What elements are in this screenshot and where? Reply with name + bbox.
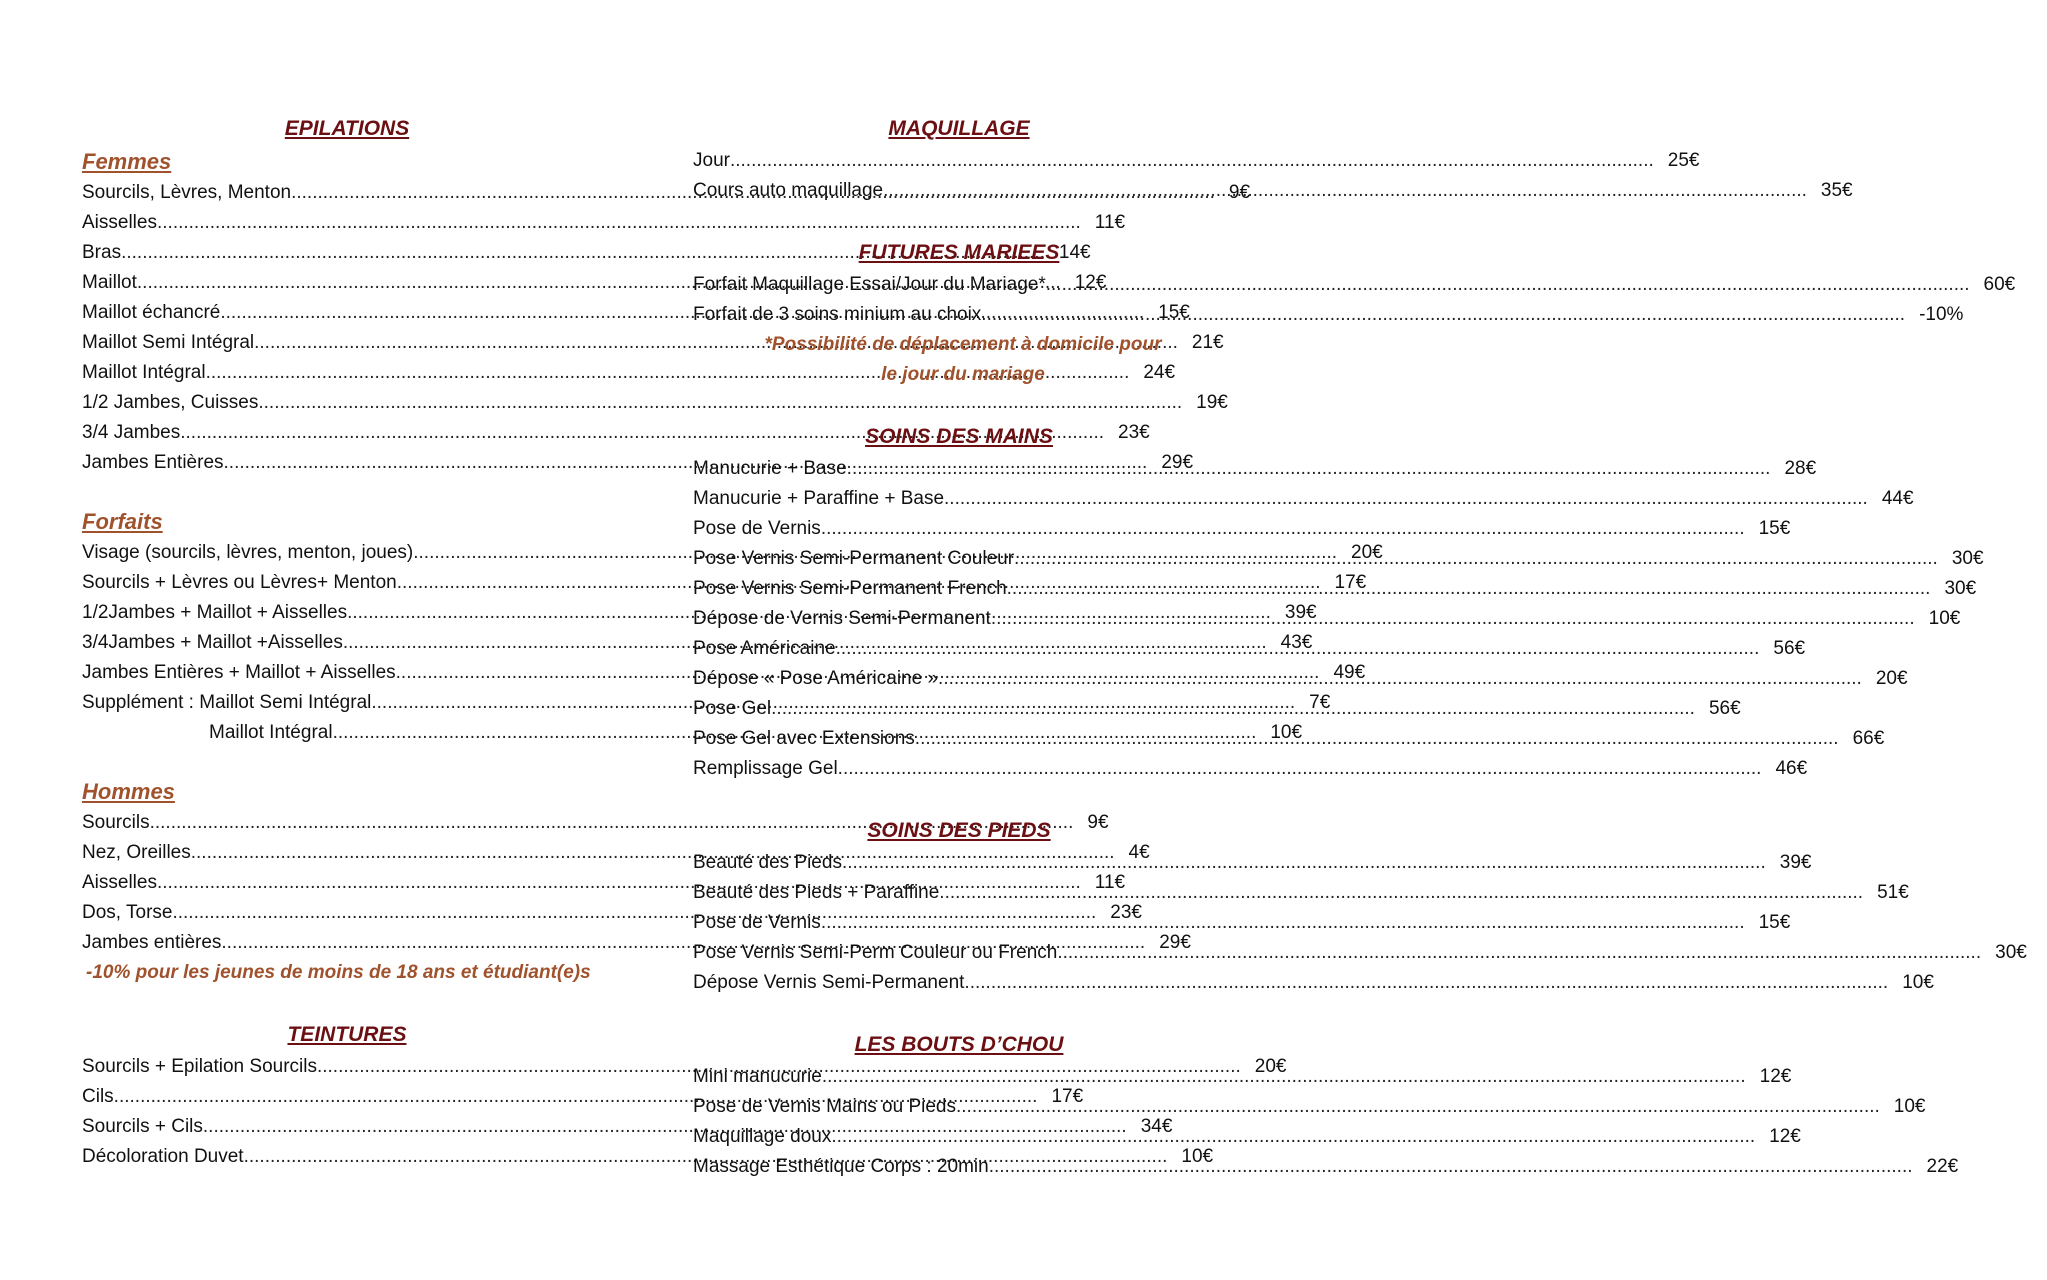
price-list-futures-mariees — [693, 270, 2016, 330]
service-price: 28€ — [1784, 458, 1817, 479]
service-price: 25€ — [1667, 150, 1700, 171]
service-price: 17€ — [1334, 572, 1367, 593]
service-price: 56€ — [1773, 638, 1806, 659]
price-row — [693, 694, 1741, 724]
dot-leader — [964, 968, 1888, 998]
service-price: 10€ — [1928, 608, 1961, 629]
dot-leader — [938, 664, 1862, 694]
service-price: 46€ — [1775, 758, 1808, 779]
dot-leader — [944, 484, 1868, 514]
service-price: 56€ — [1708, 698, 1741, 719]
service-price: 39€ — [1779, 852, 1812, 873]
service-label: Maillot — [82, 272, 137, 293]
service-price: 49€ — [1333, 662, 1366, 683]
price-row — [693, 270, 2016, 300]
service-price: 23€ — [1110, 902, 1142, 923]
price-row — [693, 754, 1808, 784]
service-price: 20€ — [1875, 668, 1908, 689]
dot-leader — [883, 176, 1807, 206]
service-price: 12€ — [1074, 272, 1107, 293]
service-label: Beauté des Pieds — [693, 852, 842, 873]
dot-leader — [771, 694, 1695, 724]
subsection-title-femmes: Femmes — [82, 149, 172, 174]
price-row — [693, 1092, 1926, 1122]
service-price: 10€ — [1270, 722, 1303, 743]
service-label: Pose Vernis Semi-Permanent Couleur — [693, 548, 1015, 569]
price-row — [82, 208, 1126, 238]
dot-leader — [1057, 938, 1981, 968]
section-title-maquillage: MAQUILLAGE — [888, 117, 1030, 140]
discount-note-hommes: -10% pour les jeunes de moins de 18 ans et étudiant(e)s — [86, 962, 591, 983]
service-label: Forfait Maquillage Essai/Jour du Mariage* — [693, 274, 1046, 295]
service-label: Maquillage doux — [693, 1126, 832, 1147]
service-label: Maillot Intégral — [209, 722, 333, 743]
service-label: Maillot Intégral — [82, 362, 206, 383]
service-label: Supplément : Maillot Semi Intégral — [82, 692, 372, 713]
service-label: Dos, Torse — [82, 902, 173, 923]
service-price: 43€ — [1280, 632, 1313, 653]
dot-leader — [842, 848, 1766, 878]
service-label: Jambes Entières + Maillot + Aisselles — [82, 662, 396, 683]
service-label: Pose de Vernis — [693, 518, 821, 539]
price-list-bouts-chou — [693, 1062, 1959, 1182]
price-row — [693, 848, 1812, 878]
service-label: Sourcils — [82, 812, 150, 833]
service-price: 30€ — [1944, 578, 1977, 599]
section-title-teintures: TEINTURES — [287, 1023, 407, 1046]
dot-leader — [991, 604, 1915, 634]
price-row — [693, 176, 1853, 206]
dot-leader — [1014, 544, 1938, 574]
service-label: Mini manucurie — [693, 1066, 822, 1087]
service-label: Maillot Semi Intégral — [82, 332, 255, 353]
service-label: Remplissage Gel — [693, 758, 838, 779]
price-row — [693, 908, 1791, 938]
section-title-soins-pieds: SOINS DES PIEDS — [867, 819, 1051, 842]
service-price: 15€ — [1758, 518, 1791, 539]
service-label: Bras — [82, 242, 122, 263]
service-label: Sourcils, Lèvres, Menton — [82, 182, 292, 203]
dot-leader — [939, 878, 1863, 908]
service-price: 14€ — [1058, 242, 1091, 263]
service-price: 9€ — [1228, 182, 1251, 203]
service-label: Jour — [693, 150, 730, 171]
service-price: 35€ — [1820, 180, 1853, 201]
service-price: 20€ — [1351, 542, 1383, 563]
service-price: 7€ — [1309, 692, 1331, 713]
service-label: Sourcils + Cils — [82, 1116, 203, 1137]
service-price: 4€ — [1128, 842, 1150, 863]
service-label: Sourcils + Epilation Sourcils — [82, 1056, 317, 1077]
service-label: 3/4Jambes + Maillot +Aisselles — [82, 632, 343, 653]
dot-leader — [915, 724, 1839, 754]
service-label: Pose Gel — [693, 698, 772, 719]
service-label: 1/2Jambes + Maillot + Aisselles — [82, 602, 348, 623]
service-price: -10% — [1919, 304, 1964, 325]
home-visit-note-line1: *Possibilité de déplacement à domicile pour — [764, 334, 1162, 355]
service-price: 23€ — [1118, 422, 1150, 443]
service-price: 39€ — [1284, 602, 1317, 623]
section-title-epilations: EPILATIONS — [284, 117, 410, 140]
service-price: 29€ — [1159, 932, 1191, 953]
price-list-soins-pieds — [693, 848, 2027, 998]
section-title-futures-mariees: FUTURES MARIEES — [858, 241, 1060, 264]
service-label: Dépose Vernis Semi-Permanent — [693, 972, 965, 993]
service-label: Jambes entières — [82, 932, 222, 953]
section-title-soins-mains: SOINS DES MAINS — [865, 425, 1053, 448]
service-price: 20€ — [1254, 1056, 1287, 1077]
service-label: Maillot échancré — [82, 302, 221, 323]
service-label: Pose de Vernis — [693, 912, 821, 933]
service-price: 15€ — [1758, 912, 1791, 933]
service-label: Aisselles — [82, 872, 157, 893]
service-price: 29€ — [1161, 452, 1194, 473]
dot-leader — [821, 514, 1745, 544]
service-label: Cils — [82, 1086, 114, 1107]
price-row — [693, 484, 1914, 514]
service-label: Beauté des Pieds + Paraffine — [693, 882, 940, 903]
service-label: Forfait de 3 soins minium au choix — [693, 304, 982, 325]
service-price: 12€ — [1759, 1066, 1792, 1087]
service-label: Pose Vernis Semi-Permanent French — [693, 578, 1007, 599]
dot-leader — [1007, 574, 1931, 604]
service-label: Pose Vernis Semi-Perm Couleur ou French — [693, 942, 1058, 963]
service-price: 17€ — [1051, 1086, 1084, 1107]
service-label: 3/4 Jambes — [82, 422, 181, 443]
service-label: Jambes Entières — [82, 452, 224, 473]
service-price: 10€ — [1902, 972, 1934, 993]
price-row — [82, 388, 1228, 418]
price-row — [693, 968, 1934, 998]
service-price: 34€ — [1140, 1116, 1173, 1137]
service-label: Pose Américaine — [693, 638, 836, 659]
service-label: Cours auto maquillage — [693, 180, 884, 201]
service-price: 15€ — [1158, 302, 1190, 323]
service-price: 30€ — [1951, 548, 1984, 569]
service-price: 11€ — [1094, 872, 1126, 893]
service-price: 66€ — [1852, 728, 1885, 749]
price-list-maquillage — [693, 146, 1853, 206]
service-label: Dépose de Vernis Semi-Permanent — [693, 608, 991, 629]
dot-leader — [981, 300, 1905, 330]
dot-leader — [836, 634, 1760, 664]
dot-leader — [989, 1152, 1913, 1182]
subsection-title-forfaits: Forfaits — [82, 509, 163, 534]
dot-leader — [1046, 270, 1970, 300]
price-row — [693, 514, 1791, 544]
service-label: Dépose « Pose Américaine » — [693, 668, 939, 689]
service-label: Nez, Oreilles — [82, 842, 191, 863]
service-price: 60€ — [1983, 274, 2016, 295]
service-price: 24€ — [1143, 362, 1176, 383]
dot-leader — [838, 754, 1762, 784]
section-title-bouts-chou: LES BOUTS D’CHOU — [854, 1033, 1064, 1056]
service-price: 10€ — [1893, 1096, 1926, 1117]
dot-leader — [730, 146, 1654, 176]
service-price: 22€ — [1926, 1156, 1959, 1177]
service-label: Aisselles — [82, 212, 157, 233]
service-label: Sourcils + Lèvres ou Lèvres+ Menton — [82, 572, 397, 593]
service-label: 1/2 Jambes, Cuisses — [82, 392, 259, 413]
dot-leader — [956, 1092, 1880, 1122]
dot-leader — [822, 1062, 1746, 1092]
service-price: 10€ — [1181, 1146, 1214, 1167]
service-price: 11€ — [1094, 212, 1126, 233]
service-price: 9€ — [1087, 812, 1109, 833]
dot-leader — [831, 1122, 1755, 1152]
service-label: Manucurie + Paraffine + Base — [693, 488, 945, 509]
service-price: 44€ — [1881, 488, 1914, 509]
service-price: 21€ — [1191, 332, 1224, 353]
service-price: 19€ — [1196, 392, 1228, 413]
service-price: 30€ — [1995, 942, 2027, 963]
service-label: Manucurie + Base — [693, 458, 847, 479]
service-label: Visage (sourcils, lèvres, menton, joues) — [82, 542, 414, 563]
service-label: Décoloration Duvet — [82, 1146, 244, 1167]
price-row — [693, 146, 1700, 176]
service-label: Massage Esthétique Corps : 20min — [693, 1156, 989, 1177]
service-price: 12€ — [1769, 1126, 1801, 1147]
dot-leader — [847, 454, 1771, 484]
service-label: Pose Gel avec Extensions — [693, 728, 915, 749]
subsection-title-hommes: Hommes — [82, 779, 175, 804]
dot-leader — [821, 908, 1745, 938]
service-price: 51€ — [1877, 882, 1909, 903]
service-label: Pose de Vernis Mains ou Pieds — [693, 1096, 956, 1117]
price-row — [693, 878, 1909, 908]
home-visit-note-line2: le jour du mariage — [881, 364, 1045, 385]
